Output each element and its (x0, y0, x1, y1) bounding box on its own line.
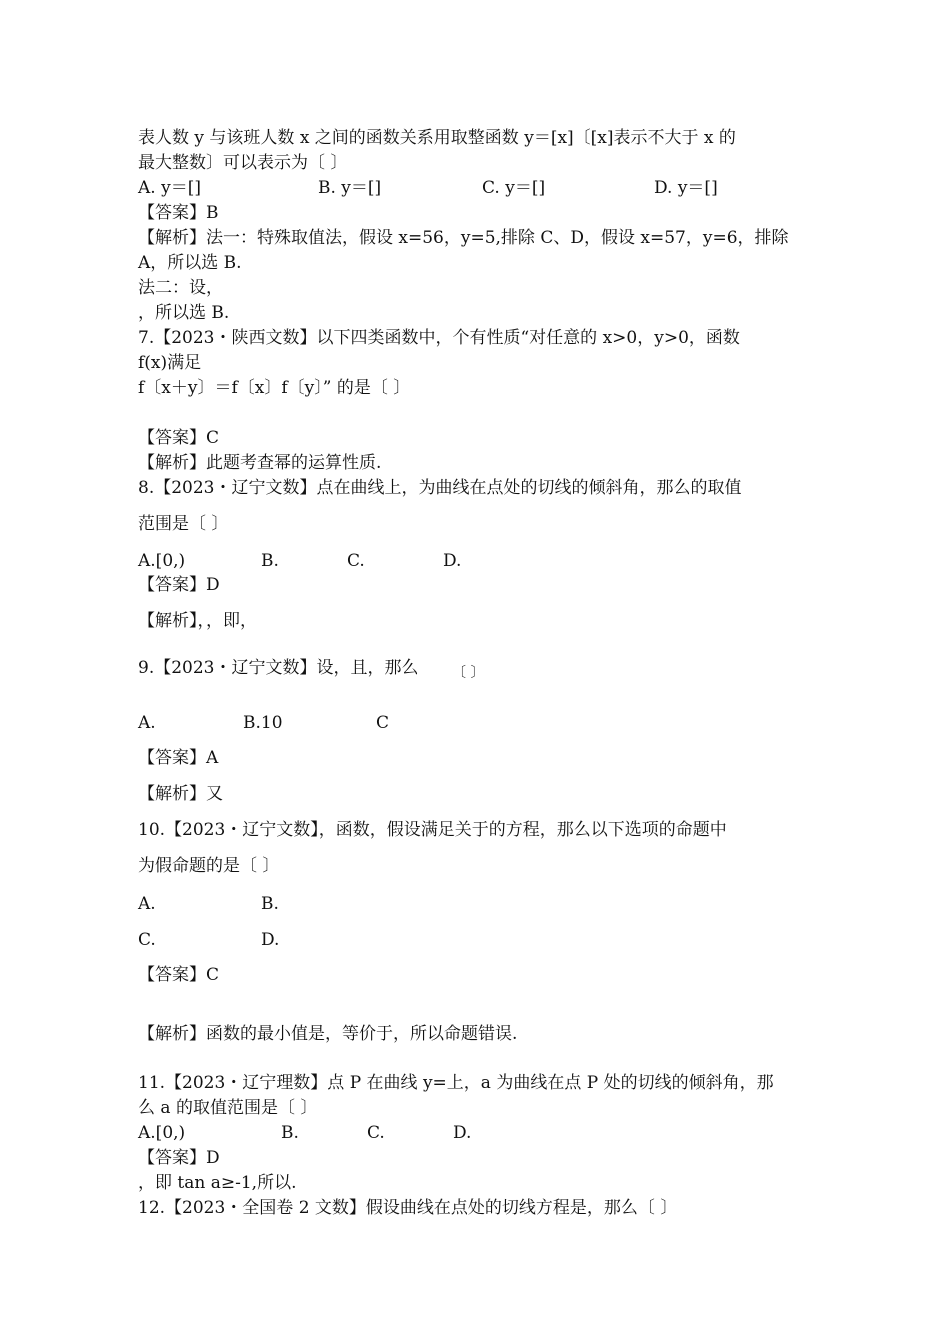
text-line: 最大整数〕可以表示为〔 〕 (138, 153, 348, 173)
option-d: D. y＝[] (654, 178, 718, 198)
option-b: B. (281, 1123, 299, 1143)
option-a: A.[0,) (138, 551, 186, 571)
option-b: B.10 (243, 713, 283, 733)
option-b: B. y＝[] (318, 178, 382, 198)
question-7-cont: f〔x＋y〕＝f〔x〕f〔y〕” 的是〔 〕 (138, 378, 411, 398)
question-11: 11.【2023・辽宁理数】点 P 在曲线 y=上，a 为曲线在点 P 处的切线的倾斜角，那 (138, 1073, 774, 1093)
answer-line: 【答案】D (138, 575, 220, 595)
option-a: A.[0,) (138, 1123, 186, 1143)
question-12: 12.【2023・全国卷 2 文数】假设曲线在点处的切线方程是，那么〔 〕 (138, 1198, 678, 1218)
analysis-line: A，所以选 B. (138, 253, 242, 273)
analysis-line: 【解析】又 (138, 784, 223, 804)
analysis-line: 【解析】此题考查幂的运算性质. (138, 453, 382, 473)
answer-line: 【答案】D (138, 1148, 220, 1168)
option-a: A. y＝[] (138, 178, 201, 198)
question-7: 7.【2023・陕西文数】以下四类函数中，个有性质“对任意的 x>0，y>0，函数 (138, 328, 740, 348)
option-c: C. (347, 551, 365, 571)
analysis-line: 【解析】法一：特殊取值法，假设 x=56，y=5,排除 C、D，假设 x=57，y=6，排除 (138, 228, 789, 248)
analysis-line: 法二：设， (138, 278, 223, 298)
answer-line: 【答案】C (138, 965, 220, 985)
option-a: A. (138, 713, 156, 733)
question-9: 9.【2023・辽宁文数】设，且，那么 (138, 658, 419, 678)
question-10-cont: 为假命题的是〔 〕 (138, 856, 280, 876)
answer-line: 【答案】B (138, 203, 219, 223)
question-10: 10.【2023・辽宁文数】，函数，假设满足关于的方程，那么以下选项的命题中 (138, 820, 727, 840)
option-c: C. y＝[] (482, 178, 546, 198)
question-8: 8.【2023・辽宁文数】点在曲线上，为曲线在点处的切线的倾斜角，那么的取值 (138, 478, 742, 498)
analysis-line: 【解析】函数的最小值是，等价于，所以命题错误. (138, 1024, 518, 1044)
option-b: B. (261, 894, 279, 914)
answer-line: 【答案】A (138, 748, 219, 768)
analysis-line: ，即 tan a≥-1,所以. (138, 1173, 297, 1193)
option-b: B. (261, 551, 279, 571)
option-d: D. (261, 930, 280, 950)
option-a: A. (138, 894, 156, 914)
analysis-line: 【解析】，，即， (138, 611, 257, 631)
option-d: D. (443, 551, 462, 571)
option-c: C. (367, 1123, 385, 1143)
answer-line: 【答案】C (138, 428, 220, 448)
question-11-cont: 么 a 的取值范围是〔 〕 (138, 1098, 318, 1118)
question-8-cont: 范围是〔 〕 (138, 514, 229, 534)
question-9-paren: 〔 〕 (452, 665, 485, 681)
option-d: D. (453, 1123, 472, 1143)
text-line: 表人数 y 与该班人数 x 之间的函数关系用取整函数 y＝[x]〔[x]表示不大于 x 的 (138, 128, 736, 148)
option-c: C. (138, 930, 156, 950)
option-c: C (376, 713, 390, 733)
analysis-line: ，所以选 B. (138, 303, 230, 323)
question-7-cont: f(x)满足 (138, 353, 202, 373)
